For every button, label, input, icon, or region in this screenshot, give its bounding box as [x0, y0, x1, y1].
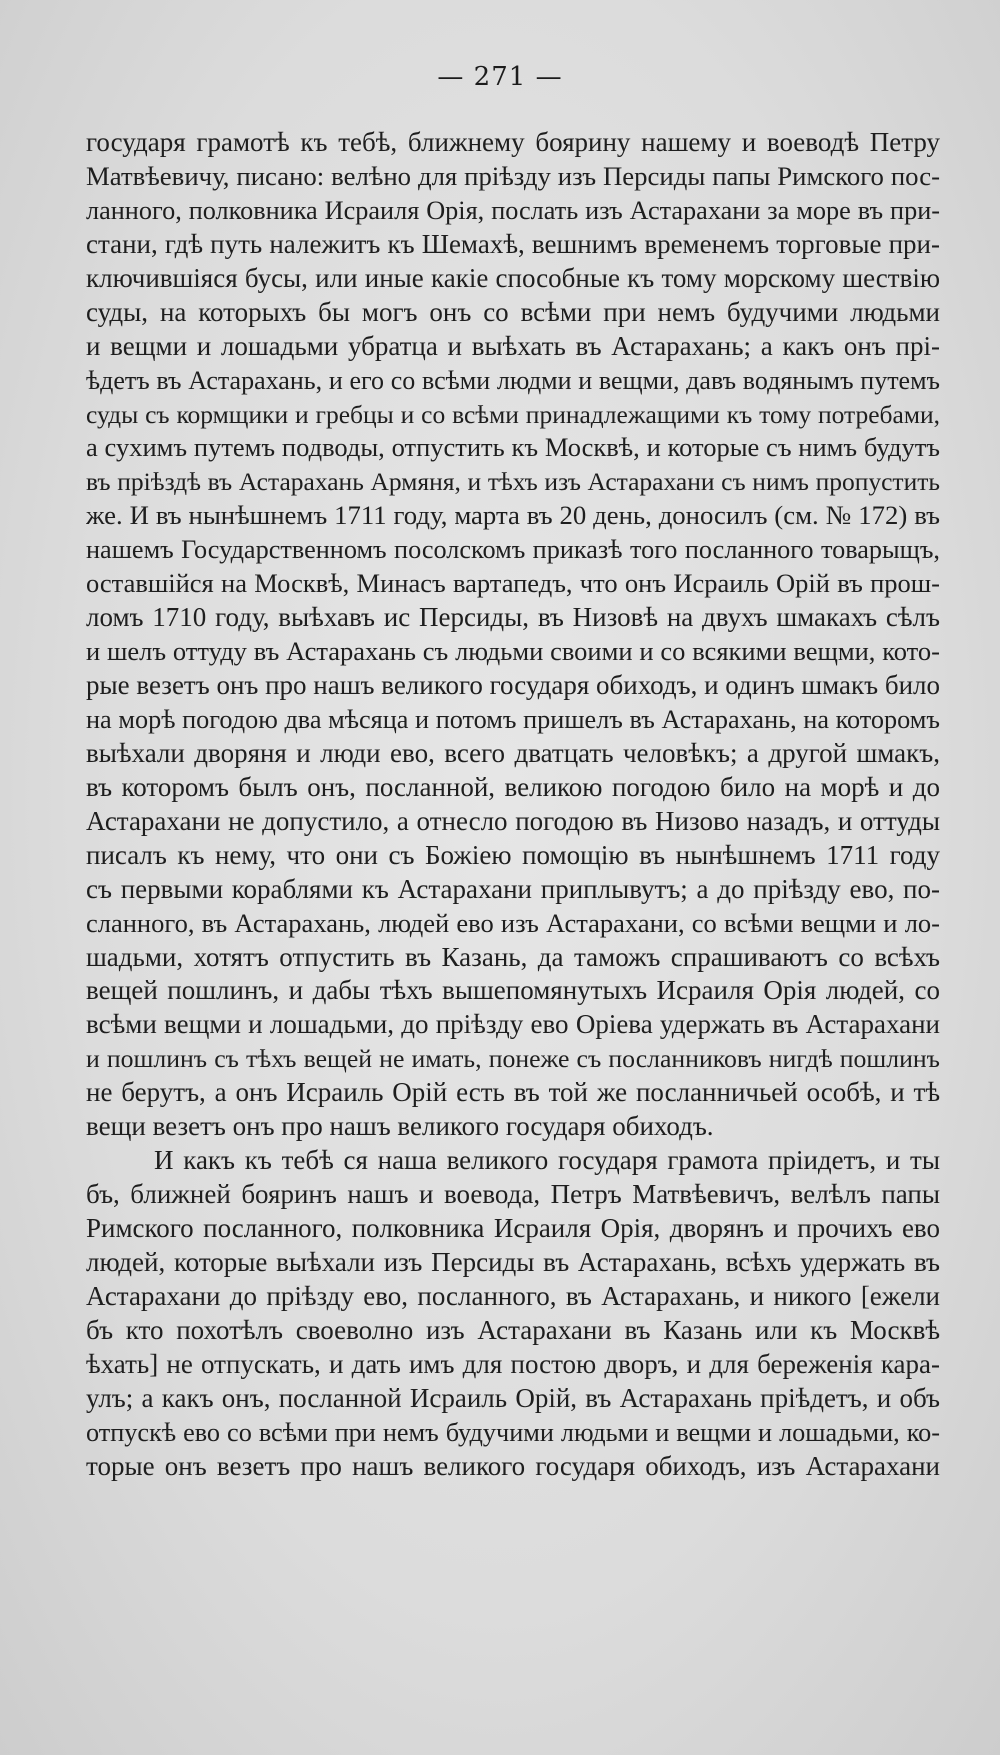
text-line: и шелъ оттуду въ Астарахань съ людьми своими и со всякими вещми, кото-: [86, 636, 940, 667]
text-line: Астарахани не допустило, а отнесло погодою въ Низово назадъ, и оттуды: [86, 805, 940, 836]
text-line: отпускѣ ево со всѣми при немъ будучими людьми и вещми и лошадьми, ко-: [86, 1417, 940, 1447]
text-line: оставшійся на Москвѣ, Минасъ вартапедъ, что онъ Исраиль Орій въ прош-: [86, 568, 940, 599]
text-line: же. И въ нынѣшнемъ 1711 году, марта въ 20 день, доносилъ (см. № 172) въ: [86, 500, 940, 531]
text-line: улъ; а какъ онъ, посланной Исраиль Орій, въ Астарахань пріѣдетъ, и объ: [86, 1382, 940, 1413]
text-line: и вещми и лошадьми убратца и выѣхать въ Астарахань; а какъ онъ прі-: [86, 330, 940, 361]
text-line: бъ кто похотѣлъ своеволно изъ Астарахани въ Казань или къ Москвѣ: [86, 1314, 940, 1345]
text-line: а сухимъ путемъ подводы, отпустить къ Москвѣ, и которые съ нимъ будутъ: [86, 432, 940, 463]
text-line: Римского посланного, полковника Исраиля Орія, дворянъ и прочихъ ево: [86, 1213, 940, 1243]
text-line: всѣми вещми и лошадьми, до пріѣзду ево Оріева удержать въ Астарахани: [86, 1009, 940, 1040]
text-line: ключившіяся бусы, или иные какіе способные къ тому морскому шествію: [86, 262, 940, 293]
page-number: — 271 —: [437, 62, 563, 92]
text-line: сланного, въ Астарахань, людей ево изъ Астарахани, со всѣми вещми и ло-: [86, 907, 940, 938]
text-line: И какъ къ тебѣ ся наша великого государя грамота пріидетъ, и ты: [154, 1145, 940, 1176]
text-line: въ которомъ былъ онъ, посланной, великою погодою било на морѣ и до: [86, 771, 940, 802]
text-line: съ первыми кораблями къ Астарахани приплывутъ; а до пріѣзду ево, по-: [86, 873, 940, 904]
text-line: ланного, полковника Исраиля Орія, послать изъ Астарахани за море въ при-: [86, 195, 940, 225]
text-line: въ пріѣздѣ въ Астарахань Армяня, и тѣхъ изъ Астарахани съ нимъ пропустить: [86, 467, 940, 497]
text-line: людей, которые выѣхали изъ Персиды въ Астарахань, всѣхъ удержать въ: [86, 1246, 940, 1277]
text-line: и пошлинъ съ тѣхъ вещей не имать, понеже съ посланниковъ нигдѣ пошлинъ: [86, 1044, 940, 1074]
text-line: бъ, ближней бояринъ нашъ и воевода, Петръ Матвѣевичъ, велѣлъ папы: [86, 1179, 940, 1210]
text-line: ѣдетъ въ Астарахань, и его со всѣми людми и вещми, давъ водянымъ путемъ: [86, 365, 940, 395]
text-line: ломъ 1710 году, выѣхавъ ис Персиды, въ Низовѣ на двухъ шмакахъ сѣлъ: [86, 602, 940, 633]
text-line: нашемъ Государственномъ посолскомъ приказѣ того посланного товарыщъ,: [86, 535, 940, 565]
text-line: государя грамотѣ къ тебѣ, ближнему боярину нашему и воеводѣ Петру: [86, 127, 940, 157]
text-line: стани, гдѣ путь належитъ къ Шемахѣ, вешнимъ временемъ торговые при-: [86, 228, 940, 259]
text-line: вещей пошлинъ, и дабы тѣхъ вышепомянутыхъ Исраиля Орія людей, со: [86, 975, 940, 1006]
text-line: выѣхали дворяня и люди ево, всего дватцать человѣкъ; а другой шмакъ,: [86, 737, 940, 768]
text-line: вещи везетъ онъ про нашъ великого государя обиходъ.: [86, 1111, 714, 1142]
paragraph: [86, 1144, 940, 1483]
text-line: рые везетъ онъ про нашъ великого государя обиходъ, и одинъ шмакъ било: [86, 670, 940, 700]
text-line: Матвѣевичу, писано: велѣно для пріѣзду изъ Персиды папы Римского пос-: [86, 160, 940, 191]
text-line: шадьми, хотятъ отпустить въ Казань, да таможъ спрашиваютъ со всѣхъ: [86, 941, 940, 972]
text-line: торые онъ везетъ про нашъ великого государя обиходъ, изъ Астарахани: [86, 1450, 940, 1481]
text-line: ѣхать] не отпускать, и дать имъ для постою дворъ, и для береженія кара-: [86, 1348, 940, 1379]
text-line: суды съ кормщики и гребцы и со всѣми принадлежащими къ тому потребами,: [86, 399, 940, 429]
paragraph: [86, 126, 940, 1144]
text-line: не берутъ, а онъ Исраиль Орій есть въ той же посланничьей особѣ, и тѣ: [86, 1077, 940, 1108]
text-line: Астарахани до пріѣзду ево, посланного, въ Астарахань, и никого [ежели: [86, 1280, 940, 1311]
text-line: суды, на которыхъ бы могъ онъ со всѣми при немъ будучими людьми: [86, 296, 940, 327]
body-text: [86, 126, 940, 1484]
text-line: на морѣ погодою два мѣсяца и потомъ пришелъ въ Астарахань, на которомъ: [86, 704, 940, 734]
text-line: писалъ къ нему, что они съ Божіею помощію въ нынѣшнемъ 1711 году: [86, 839, 940, 870]
